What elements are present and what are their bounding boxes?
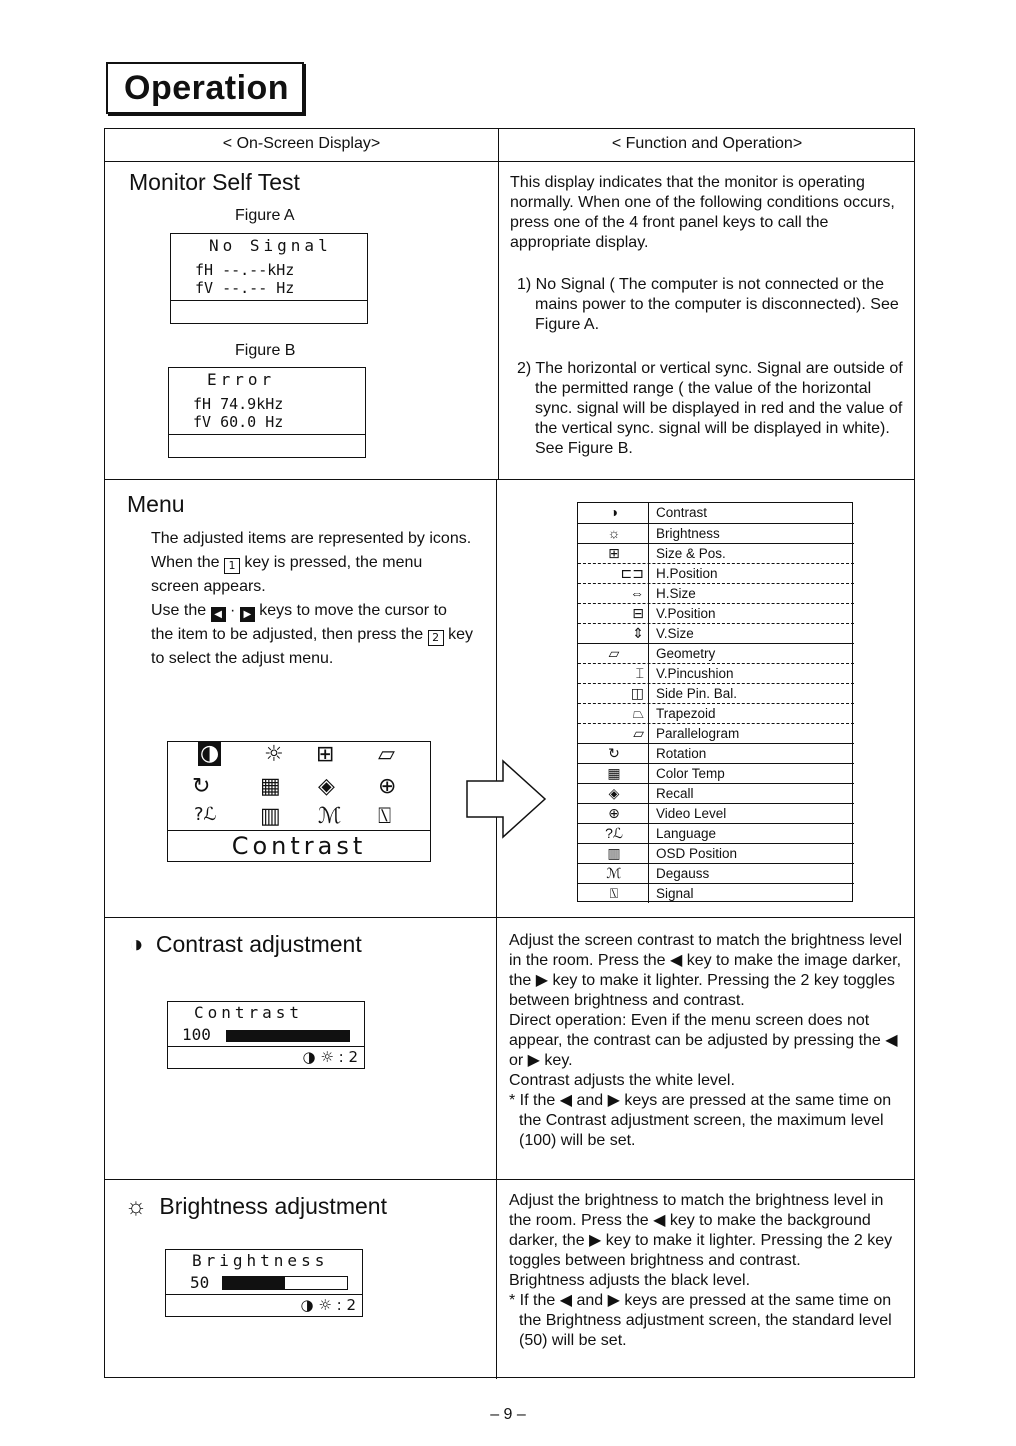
menu-item-label: Brightness: [656, 526, 720, 541]
menu-item: [578, 603, 854, 623]
menu-item-icon: ⌶: [635, 665, 644, 681]
menu-item-icon: ◑: [609, 504, 619, 520]
figure-a-osd: [170, 233, 368, 324]
menu-item-icon: ▱: [608, 645, 620, 661]
menu-item-icon: ⇕: [632, 625, 644, 641]
menu-item: [578, 683, 854, 703]
menu-osd-icons: [168, 742, 428, 832]
menu-title: Menu: [127, 491, 185, 517]
brightness-osd-value: 50: [190, 1273, 210, 1292]
menu-item-label: H.Position: [656, 566, 718, 581]
menu-item-icon: ⊏⊐: [620, 565, 644, 581]
brightness-footer-text: : 2: [336, 1296, 356, 1314]
operation-table: [104, 128, 915, 1378]
menu-item-icon: ⊕: [608, 805, 620, 821]
brightness-level-fill: [223, 1277, 285, 1289]
key-2-icon: 2: [428, 630, 444, 646]
column-header-function: < Function and Operation>: [611, 135, 803, 152]
menu-item-label: Rotation: [656, 746, 707, 761]
self-test-intro: This display indicates that the monitor is operating normally. When one of the following conditions occurs, press one of the 4 front panel keys to call the appropriate display.: [510, 174, 895, 251]
self-test-item-2: 2) The horizontal or vertical sync. Signal are outside of the permitted range ( the value of the horizontal sync. signal will be displayed in red and the value of the vertical sync. signal will be displayed in white). See Figure B.: [517, 360, 903, 457]
self-test-title: Monitor Self Test: [129, 169, 300, 195]
contrast-title: [129, 931, 362, 959]
menu-item: [578, 643, 854, 663]
menu-item-icon: ▥: [607, 845, 621, 861]
row-divider-1: [105, 479, 914, 480]
menu-item-label: Geometry: [656, 646, 716, 661]
menu-item-label: V.Size: [656, 626, 694, 641]
column-divider: [498, 129, 499, 479]
contrast-level-bar: [226, 1030, 350, 1042]
row-divider-3: [105, 1179, 914, 1180]
menu-item-icon: ⏢: [632, 705, 644, 721]
figure-b-osd: [168, 367, 366, 458]
brightness-icon: ☼: [318, 1296, 332, 1314]
size-pos-icon: ⊞: [316, 742, 335, 767]
menu-osd-label: Contrast: [231, 832, 367, 860]
menu-item-icon: ◫: [630, 685, 644, 701]
brightness-osd-footer: [301, 1296, 356, 1314]
column-divider-lower: [496, 479, 497, 1379]
menu-description: [151, 527, 473, 671]
brightness-title-text: Brightness adjustment: [159, 1193, 387, 1219]
menu-item: [578, 783, 854, 803]
left-key-icon: ◀: [211, 607, 226, 622]
language-icon: ?ℒ: [194, 804, 217, 825]
contrast-text-3: Contrast adjusts the white level.: [509, 1072, 735, 1089]
contrast-osd-value: 100: [182, 1025, 211, 1044]
contrast-level-fill: [227, 1031, 349, 1041]
contrast-text-1: Adjust the screen contrast to match the brightness level in the room. Press the ◀ key to make the image darker, the ▶ key to make it lighter. Pressing the 2 key toggles between brightness and contrast.: [509, 932, 903, 1009]
menu-item: [578, 503, 854, 523]
menu-item-label: V.Position: [656, 606, 716, 621]
self-test-item-1: 1) No Signal ( The computer is not connected or the mains power to the computer is disconnected). See Figure A.: [517, 276, 899, 333]
menu-desc-3: [151, 599, 473, 671]
menu-item: [578, 523, 854, 543]
contrast-icon: ◑: [200, 741, 220, 766]
menu-item-label: H.Size: [656, 586, 696, 601]
row-divider-2: [105, 917, 914, 918]
signal-icon: ⍂: [378, 804, 392, 829]
key-1-icon: 1: [224, 558, 240, 574]
menu-item-icon: ⊞: [608, 545, 620, 561]
right-key-icon: ▶: [240, 607, 255, 622]
brightness-text-1: Adjust the brightness to match the brightness level in the room. Press the ◀ key to make the background darker, the ▶ key to make it lighter. Pressing the 2 key toggles between brightness and contrast.: [509, 1192, 893, 1269]
menu-item-icon: ▦: [607, 765, 621, 781]
figure-a-caption: Figure A: [235, 207, 295, 224]
menu-item: [578, 723, 854, 743]
menu-item-label: Contrast: [656, 505, 708, 520]
figure-a-line2: fH --.--kHz: [195, 261, 295, 279]
menu-item-label: Language: [656, 826, 717, 841]
menu-item: [578, 543, 854, 563]
menu-item-label: Signal: [656, 886, 694, 901]
menu-item-icon: ☼: [607, 525, 621, 541]
menu-desc-3a: Use the: [151, 602, 207, 619]
menu-item: [578, 663, 854, 683]
contrast-icon: ◑: [300, 1296, 314, 1314]
page-title: Operation: [106, 62, 304, 114]
figure-b-line1: Error: [207, 370, 276, 389]
contrast-title-text: Contrast adjustment: [155, 931, 362, 957]
menu-item: [578, 583, 854, 603]
menu-item-label: Side Pin. Bal.: [656, 686, 738, 701]
menu-desc-1: The adjusted items are represented by icons.: [151, 530, 472, 547]
page-number: – 9 –: [490, 1406, 526, 1423]
menu-item: [578, 763, 854, 783]
menu-desc-3d: key to select the adjust menu.: [151, 626, 473, 667]
figure-b-line3: fV 60.0 Hz: [193, 413, 284, 431]
brightness-text-3: * If the ◀ and ▶ keys are pressed at the same time on the Brightness adjustment screen, the standard level (50) will be set.: [509, 1292, 892, 1349]
osd-position-icon: ▥: [260, 804, 281, 829]
menu-item: [578, 563, 854, 583]
menu-item: [578, 803, 854, 823]
video-level-icon: ⊕: [378, 774, 397, 799]
menu-item-label: Trapezoid: [656, 706, 716, 721]
rotation-icon: ↻: [192, 774, 211, 799]
menu-item-icon: ↻: [608, 745, 620, 761]
brightness-osd: [165, 1249, 363, 1317]
menu-desc-2: [151, 551, 473, 599]
menu-item-label: OSD Position: [656, 846, 738, 861]
menu-desc-3c: keys to move the cursor to the item to be adjusted, then press the: [151, 602, 447, 643]
brightness-description: [509, 1191, 909, 1351]
menu-osd: [167, 741, 431, 862]
menu-item-label: Recall: [656, 786, 694, 801]
menu-item: [578, 863, 854, 883]
menu-item: [578, 623, 854, 643]
degauss-icon: ℳ: [318, 804, 342, 829]
menu-item-icon: ?ℒ: [605, 825, 623, 841]
contrast-osd: [167, 1001, 365, 1069]
contrast-description: [509, 931, 909, 1151]
menu-item-icon: ⍂: [609, 885, 619, 901]
menu-item: [578, 703, 854, 723]
geometry-icon: ▱: [378, 742, 395, 767]
figure-b-caption: Figure B: [235, 342, 296, 359]
brightness-text-2: Brightness adjusts the black level.: [509, 1272, 751, 1289]
menu-item-icon: ◈: [608, 785, 620, 801]
menu-item-label: Video Level: [656, 806, 727, 821]
contrast-text-4: * If the ◀ and ▶ keys are pressed at the same time on the Contrast adjustment screen, the maximum level (100) will be set.: [509, 1092, 892, 1149]
brightness-icon: ☼: [125, 1193, 147, 1220]
contrast-osd-label: Contrast: [194, 1003, 304, 1022]
color-temp-icon: ▦: [260, 774, 281, 799]
menu-item-icon: ℳ: [606, 865, 622, 881]
menu-item-label: Parallelogram: [656, 726, 740, 741]
figure-a-line1: No Signal: [209, 236, 332, 255]
menu-item-icon: ⇔: [630, 585, 644, 601]
brightness-level-bar: [222, 1276, 348, 1290]
figure-b-line2: fH 74.9kHz: [193, 395, 284, 413]
contrast-footer-text: : 2: [338, 1048, 358, 1066]
menu-desc-2b: key is pressed, the menu screen appears.: [151, 554, 423, 595]
contrast-icon: ◑: [302, 1048, 316, 1066]
menu-item: [578, 823, 854, 843]
brightness-icon: ☼: [320, 1048, 334, 1066]
menu-item: [578, 743, 854, 763]
menu-item-label: Color Temp: [656, 766, 725, 781]
right-arrow-icon: [465, 759, 549, 839]
menu-item: [578, 883, 854, 903]
brightness-icon: ☼: [264, 742, 284, 767]
menu-item-label: Size & Pos.: [656, 546, 726, 561]
menu-item-list: [577, 502, 853, 902]
figure-a-line3: fV --.-- Hz: [195, 279, 295, 297]
brightness-osd-label: Brightness: [192, 1251, 329, 1270]
contrast-text-2: Direct operation: Even if the menu screen does not appear, the contrast can be adjusted by pressing the ◀ or ▶ key.: [509, 1012, 898, 1069]
contrast-osd-footer: [303, 1048, 358, 1066]
menu-item-label: V.Pincushion: [656, 666, 734, 681]
contrast-icon: ◑: [129, 931, 144, 958]
recall-icon: ◈: [318, 774, 335, 799]
menu-item-icon: ▱: [633, 725, 644, 741]
header-divider: [105, 161, 914, 162]
menu-item: [578, 843, 854, 863]
menu-desc-3b: ·: [230, 602, 236, 619]
column-header-osd: < On-Screen Display>: [222, 135, 381, 152]
menu-item-icon: ⊟: [632, 605, 644, 621]
brightness-title: [125, 1193, 387, 1221]
menu-item-label: Degauss: [656, 866, 710, 881]
menu-desc-2a: When the: [151, 554, 220, 571]
